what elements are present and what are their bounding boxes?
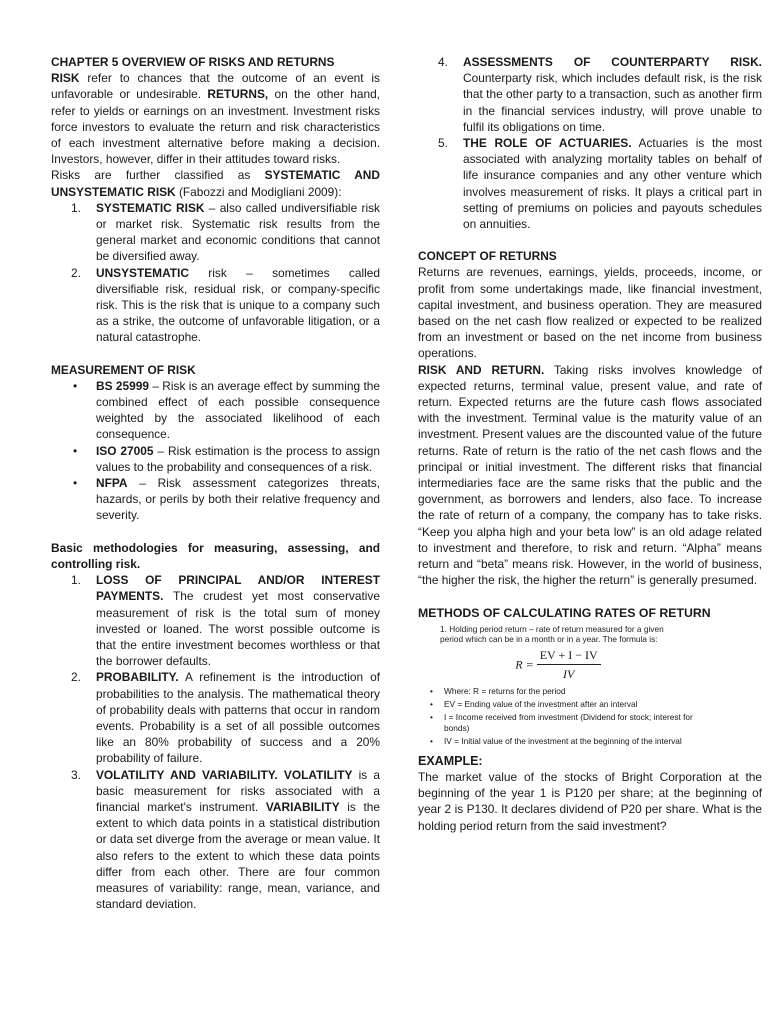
list-item: • IV = Initial value of the investment at the beginning of the interval [430, 736, 682, 747]
where-list [418, 686, 698, 746]
list-item: 2. UNSYSTEMATIC risk – sometimes called diversifiable risk, residual risk, or company-specific risk. This is the risk that is unique to a company such as a strike, the outcome of unfavorable litigation, or a natural catastrophe. [71, 265, 380, 345]
list-item: • I = Income received from investment (Dividend for stock; interest for bonds) [430, 712, 693, 734]
returns-term: RETURNS, [207, 87, 269, 102]
measurement-heading: MEASUREMENT OF RISK [51, 362, 196, 377]
bullet-icon: • [430, 712, 433, 723]
example-paragraph: The market value of the stocks of Bright Corporation at the beginning of the year 1 is P120 per share; at the beginning of year 2 is P130. It declares dividend of P20 per share. What is the holding period return from the said investment? [418, 769, 762, 833]
list-item: 4. ASSESSMENTS OF COUNTERPARTY RISK. Counterparty risk, which includes default risk, is the risk that the other party to a transaction, such as another firm in the financial services industry, will prove unable to fulfil its obligations on time. [438, 55, 762, 134]
list-item: • NFPA – Risk assessment categorizes threats, hazards, or perils by both their relative frequency and severity. [73, 476, 380, 523]
concept-paragraph: Returns are revenues, earnings, yields, proceeds, income, or profit from some undertakings made, like financial investment, capital investment, and business operation. They are measured based on the net cash flow realized or expected to be realized from an investment or based on the net income from business operations. [418, 265, 762, 361]
classified-paragraph: Risks are further classified as SYSTEMATIC AND UNSYSTEMATIC RISK (Fabozzi and Modigliani 2009): [51, 168, 380, 199]
right-column [418, 54, 762, 834]
chapter-title: CHAPTER 5 OVERVIEW OF RISKS AND RETURNS [51, 55, 335, 69]
list-item: • ISO 27005 – Risk estimation is the process to assign values to the probability and consequences of a risk. [73, 443, 380, 474]
bullet-icon: • [73, 443, 78, 458]
example-heading: EXAMPLE: [418, 753, 483, 768]
measurement-list [51, 378, 380, 524]
list-item: 1. LOSS OF PRINCIPAL AND/OR INTEREST PAYMENTS. The crudest yet most conservative measurement of risk is the total sum of money invested or loaned. The worst possible outcome is that the entire investment becomes worthless or that the borrower defaults. [71, 573, 380, 669]
methods-heading: Basic methodologies for measuring, assessing, and controlling risk. [51, 540, 380, 571]
list-item: 3. VOLATILITY AND VARIABILITY. VOLATILITY is a basic measurement for risks associated with a financial market's instrument. VARIABILITY is the extent to which data points in a statistical distribution or data set diverge from the average or mean value. It also refers to the extent to which these data points differ from each other. There are four common measures of variability: range, mean, variance, and standard deviation. [71, 767, 381, 912]
list-item: 5. THE ROLE OF ACTUARIES. Actuaries is the most associated with analyzing mortality tables on behalf of life insurance companies and any other venture which involves measurement of risks. It plays a critical part in setting of premiums on policies and payouts schedules on annuities. [438, 136, 762, 232]
formula [440, 647, 676, 682]
formula-denominator: IV [563, 667, 575, 682]
list-item: • BS 25999 – Risk is an average effect by summing the combined effect of each possible consequence weighted by the associated likelihood of each consequence. [73, 378, 380, 442]
bullet-icon: • [430, 686, 433, 697]
formula-lhs: R = [515, 657, 534, 672]
bullet-icon: • [430, 736, 433, 747]
hpr-text: 1. Holding period return – rate of return measured for a given period which can be in a month or in a year. The formula is: [440, 623, 664, 645]
bullet-icon: • [73, 476, 78, 491]
methods-list [51, 572, 380, 912]
bullet-icon: • [430, 699, 433, 710]
methods-list-continued [418, 54, 762, 232]
bullet-icon: • [73, 378, 78, 393]
list-item: 2. PROBABILITY. A refinement is the introduction of probabilities to the analysis. The mathematical theory of probability deals with patterns that occur in random events. Probability is a set of all possible outcomes like an 80% probability of success and a 20% probability of failure. [71, 670, 380, 766]
risk-term: RISK [51, 71, 80, 86]
left-column [51, 54, 380, 912]
risk-return-paragraph: RISK AND RETURN. Taking risks involves knowledge of expected returns, terminal value, present value, and rate of return. Expected returns are the future cash flows associated with the investment. Terminal value is the maturity value of an investment. Present values are the discounted value of the future returns. Rate of return is the ratio of the net cash flows and the principal or initial investment. The different risks that financial intermediaries face are the same risks that the public and the government, as borrowers and lenders, also face. To increase the rate of return of a company, the company has to take risks. “Keep you alpha high and your beta low” is an old adage related to investment and therefore, to risk and return. “Alpha” means return and “beta” means risk. However, in the world of business, “the higher the risk, the higher the return” is generally presumed. [418, 362, 763, 588]
list-item: • Where: R = returns for the period [430, 686, 566, 697]
concept-heading: CONCEPT OF RETURNS [418, 249, 557, 264]
list-item: 1. SYSTEMATIC RISK – also called undiversifiable risk or market risk. Systematic risk results from the general market and economic conditions that cannot be diversified away. [71, 200, 380, 264]
formula-box [418, 624, 676, 683]
intro-paragraph: RISK refer to chances that the outcome of an event is unfavorable or undesirable. RETURNS, on the other hand, refer to yields or earnings on an investment. Investment risks force investors to evaluate the return and risk characteristics of each investment alternative before making a decision. Investors, however, differ in their attitudes toward risks. [51, 71, 380, 167]
risk-types-list [51, 200, 380, 346]
calc-heading: METHODS OF CALCULATING RATES OF RETURN [418, 605, 711, 620]
list-item: • EV = Ending value of the investment after an interval [430, 699, 638, 710]
formula-numerator: EV + I − IV [537, 647, 601, 665]
